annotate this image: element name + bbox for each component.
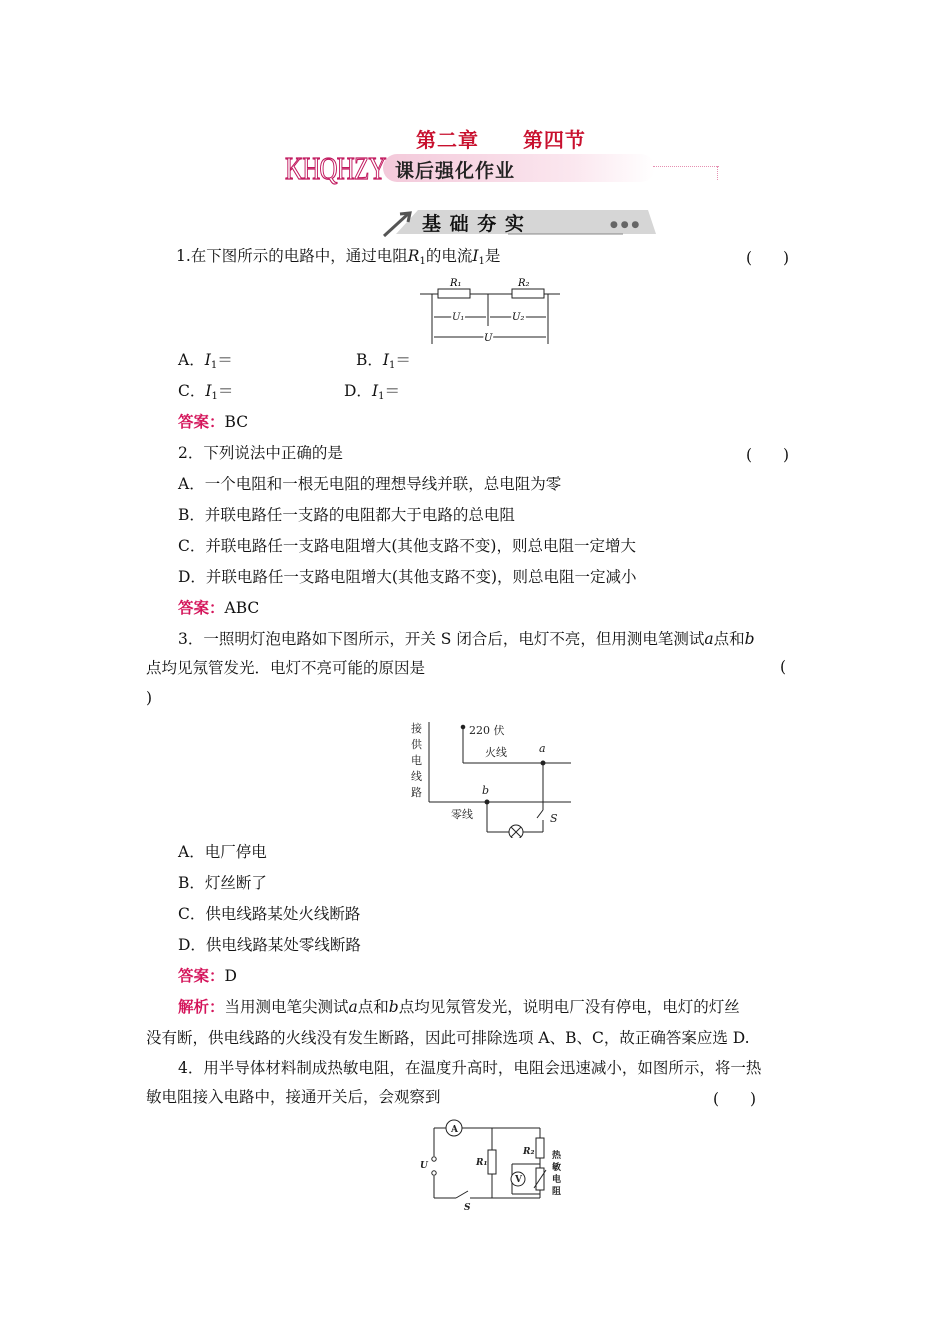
q4-fig-u: U [420,1161,428,1171]
q2-option-d: D．并联电路任一支路电阻增大(其他支路不变)，则总电阻一定减小 [178,568,637,586]
q3-circuit-figure [405,718,575,838]
q4-fig-thermistor-1: 热 [552,1151,562,1161]
q4-fig-r1: R₁ [476,1158,488,1168]
q1-circuit-figure [420,272,560,348]
q3-analysis-line2: 没有断，供电线路的火线没有发生断路，因此可排除选项 A、B、C，故正确答案应选 D. [146,1029,750,1047]
q3-fig-s: S [550,812,558,825]
q3-fig-live: 火线 [485,746,507,759]
q1-fig-u1: U₁ [452,312,465,323]
q3-option-a: A．电厂停电 [178,843,267,861]
sub-banner: 基 础 夯 实 ● ● ● [378,204,656,238]
banner-text: 课后强化作业 [395,160,516,182]
q1-answer: 答案：BC [178,412,249,431]
q3-fig-supply-2: 供 [411,738,422,751]
q3-fig-supply-3: 电 [411,754,422,767]
q3-fig-supply-1: 接 [411,722,422,735]
q2-option-b: B．并联电路任一支路的电阻都大于电路的总电阻 [178,506,515,524]
q3-option-b: B．灯丝断了 [178,874,267,892]
q1-stem: 1.在下图所示的电路中，通过电阻$R_1$的电流$I_1$是 [176,247,501,267]
q4-fig-r2: R₂ [523,1147,535,1157]
q1-fig-r1: R₁ [450,278,462,289]
q3-fig-neutral: 零线 [451,808,473,821]
sub-banner-text: 基 础 夯 实 [422,213,525,235]
q4-fig-thermistor-2: 敏 [552,1163,562,1173]
q3-fig-supply-5: 路 [411,786,422,799]
q3-stem-line1: 3．一照明灯泡电路如下图所示，开关 S 闭合后，电灯不亮，但用测电笔测试a点和b [178,630,755,648]
q3-fig-b: b [482,784,490,797]
q3-paren-close: ) [146,689,153,707]
q4-stem-line2: 敏电阻接入电路中，接通开关后，会观察到 [146,1088,441,1106]
chapter-title [416,124,586,153]
q4-fig-s: S [464,1203,471,1213]
q2-option-c: C．并联电路任一支路电阻增大(其他支路不变)，则总电阻一定增大 [178,537,636,555]
q2-stem: 2．下列说法中正确的是 [178,444,343,462]
q4-circuit-figure [412,1118,572,1214]
q3-option-c: C．供电线路某处火线断路 [178,905,361,923]
q4-fig-thermistor-3: 电 [552,1175,562,1185]
q4-fig-thermistor-4: 阻 [552,1187,562,1197]
q2-answer: 答案：ABC [178,598,260,617]
q1-option-b: B．$I_1=$ [356,351,411,371]
q3-fig-a: a [539,742,546,755]
q3-fig-supply-4: 线 [411,770,422,783]
q1-paren: ( ) [746,249,790,267]
q4-fig-ammeter: A [451,1125,458,1135]
chapter-label: 第二章 [416,128,479,152]
q3-answer: 答案：D [178,966,237,985]
q3-paren-open: ( [780,658,787,676]
q2-option-a: A．一个电阻和一根无电阻的理想导线并联，总电阻为零 [178,475,562,493]
q3-option-d: D．供电线路某处零线断路 [178,936,361,954]
q3-stem-line2: 点均见氖管发光．电灯不亮可能的原因是 [146,659,426,677]
q4-stem-line1: 4．用半导体材料制成热敏电阻，在温度升高时，电阻会迅速减小，如图所示，将一热 [178,1059,762,1077]
q1-fig-u: U [484,333,493,344]
q1-option-a: A．$I_1=$ [178,351,233,371]
q3-fig-voltage: 220 伏 [469,724,505,737]
q4-fig-voltmeter: V [515,1175,522,1185]
section-label: 第四节 [522,128,586,152]
q4-paren: ( ) [713,1090,757,1108]
banner-logo: KHQHZY [285,150,386,186]
q1-option-d: D．$I_1=$ [344,382,400,402]
q1-option-c: C．$I_1=$ [178,382,234,402]
q1-fig-u2: U₂ [512,312,525,323]
q3-analysis-line1: 解析：当用测电笔尖测试a点和b点均见氖管发光，说明电厂没有停电，电灯的灯丝 [178,997,740,1016]
q2-paren: ( ) [746,446,790,464]
q1-fig-r2: R₂ [518,278,530,289]
banner [283,150,723,190]
